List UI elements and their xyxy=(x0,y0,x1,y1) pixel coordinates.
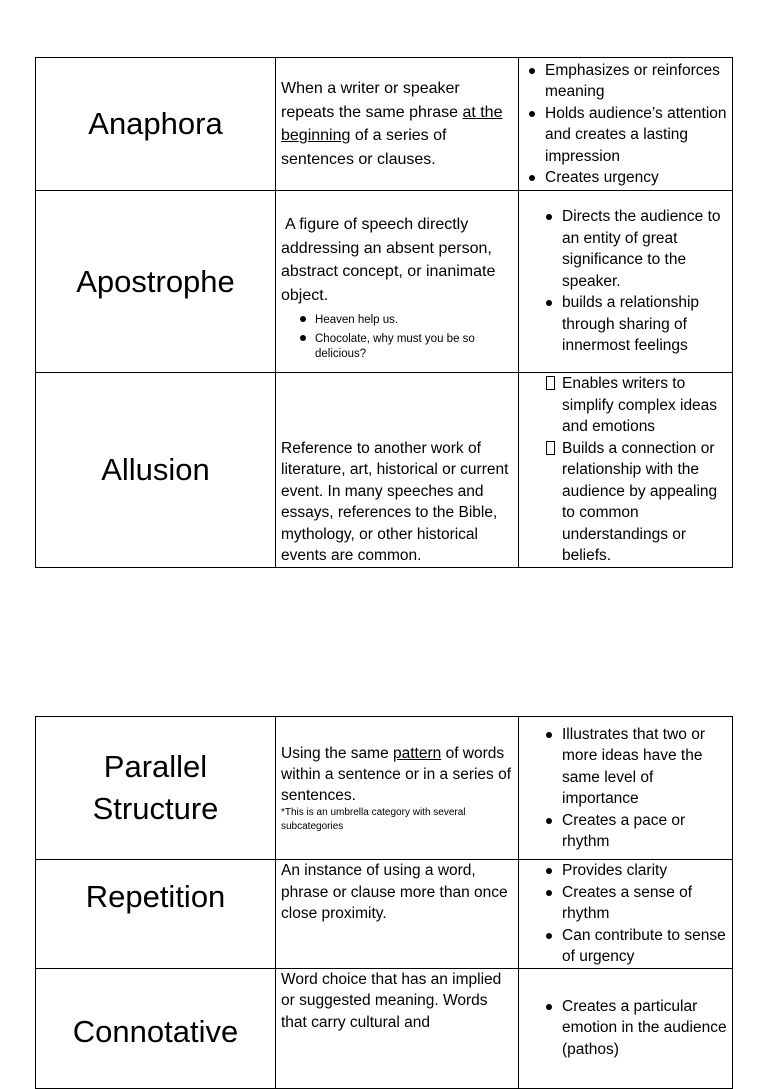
underlined-term: at the beginning xyxy=(281,103,503,144)
effects-list xyxy=(523,996,728,1061)
definition-cell xyxy=(276,860,519,969)
list-item: builds a relationship through sharing of innermost feelings xyxy=(523,292,728,357)
term-cell xyxy=(36,373,276,568)
effects-cell xyxy=(519,717,733,860)
effects-cell xyxy=(519,191,733,373)
term-cell xyxy=(36,968,276,1088)
term-connotative: Connotative xyxy=(72,1013,239,1049)
definition-text: An instance of using a word, phrase or clause more than once close proximity. xyxy=(281,862,508,922)
list-item: Creates a particular emotion in the audience (pathos) xyxy=(523,996,728,1061)
list-item: Enables writers to simplify complex ideas and emotions xyxy=(523,373,728,438)
effects-cell xyxy=(519,968,733,1088)
list-item: Provides clarity xyxy=(523,860,728,882)
term-anaphora: Anaphora xyxy=(88,106,223,141)
effects-cell xyxy=(519,58,733,191)
definition-cell xyxy=(276,58,519,191)
definition-cell xyxy=(276,373,519,568)
example-item: Heaven help us. xyxy=(281,311,514,330)
effects-list xyxy=(523,60,728,189)
term-apostrophe: Apostrophe xyxy=(76,263,235,299)
definition-text: of words within a sentence or in a series of sentences. xyxy=(281,744,512,804)
devices-table-1 xyxy=(35,57,733,568)
example-item: Chocolate, why must you be so delicious? xyxy=(281,330,514,362)
term-allusion: Allusion xyxy=(101,451,210,487)
definition-text: A figure of speech directly addressing an absent person, abstract concept, or inanimate object. xyxy=(281,216,496,304)
term-cell xyxy=(36,58,276,191)
definition-cell xyxy=(276,968,519,1088)
effects-list xyxy=(523,724,728,853)
effects-list xyxy=(523,373,728,567)
list-item: Holds audience’s attention and creates a lasting impression xyxy=(523,103,728,168)
table-row xyxy=(36,717,733,860)
list-item: Emphasizes or reinforces meaning xyxy=(523,60,728,103)
list-item: Directs the audience to an entity of great significance to the speaker. xyxy=(523,206,728,292)
effects-list xyxy=(523,860,728,968)
list-item: Creates urgency xyxy=(523,167,728,189)
footnote: *This is an umbrella category with several subcategories xyxy=(281,806,466,832)
table-row xyxy=(36,968,733,1088)
examples-list xyxy=(281,311,514,362)
term-cell xyxy=(36,860,276,969)
list-item: Illustrates that two or more ideas have the same level of importance xyxy=(523,724,728,810)
term-repetition: Repetition xyxy=(85,879,226,914)
table-row xyxy=(36,191,733,373)
list-item: Can contribute to sense of urgency xyxy=(523,925,728,968)
definition-text: Reference to another work of literature, art, historical or current event. In many speeches and essays, references to the Bible, mythology, or other historical events are common. xyxy=(281,439,509,564)
definition-text: When a writer or speaker repeats the same phrase xyxy=(281,80,463,121)
table-row xyxy=(36,860,733,969)
effects-cell xyxy=(519,860,733,969)
definition-cell xyxy=(276,191,519,373)
definition-cell xyxy=(276,717,519,860)
term-parallel-structure: Parallel Structure xyxy=(92,749,219,826)
definition-text: Using the same xyxy=(281,744,393,762)
table-row xyxy=(36,373,733,568)
devices-table-2 xyxy=(35,716,733,1089)
definition-text: of a series of sentences or clauses. xyxy=(281,127,447,168)
definition-text: Word choice that has an implied or suggested meaning. Words that carry cultural and xyxy=(281,970,502,1031)
list-item: Builds a connection or relationship with the audience by appealing to common understandings or beliefs. xyxy=(523,438,728,567)
list-item: Creates a pace or rhythm xyxy=(523,810,728,853)
underlined-term: pattern xyxy=(393,744,442,762)
table-row xyxy=(36,58,733,191)
effects-cell xyxy=(519,373,733,568)
effects-list xyxy=(523,206,728,357)
term-cell xyxy=(36,717,276,860)
list-item: Creates a sense of rhythm xyxy=(523,882,728,925)
term-cell xyxy=(36,191,276,373)
